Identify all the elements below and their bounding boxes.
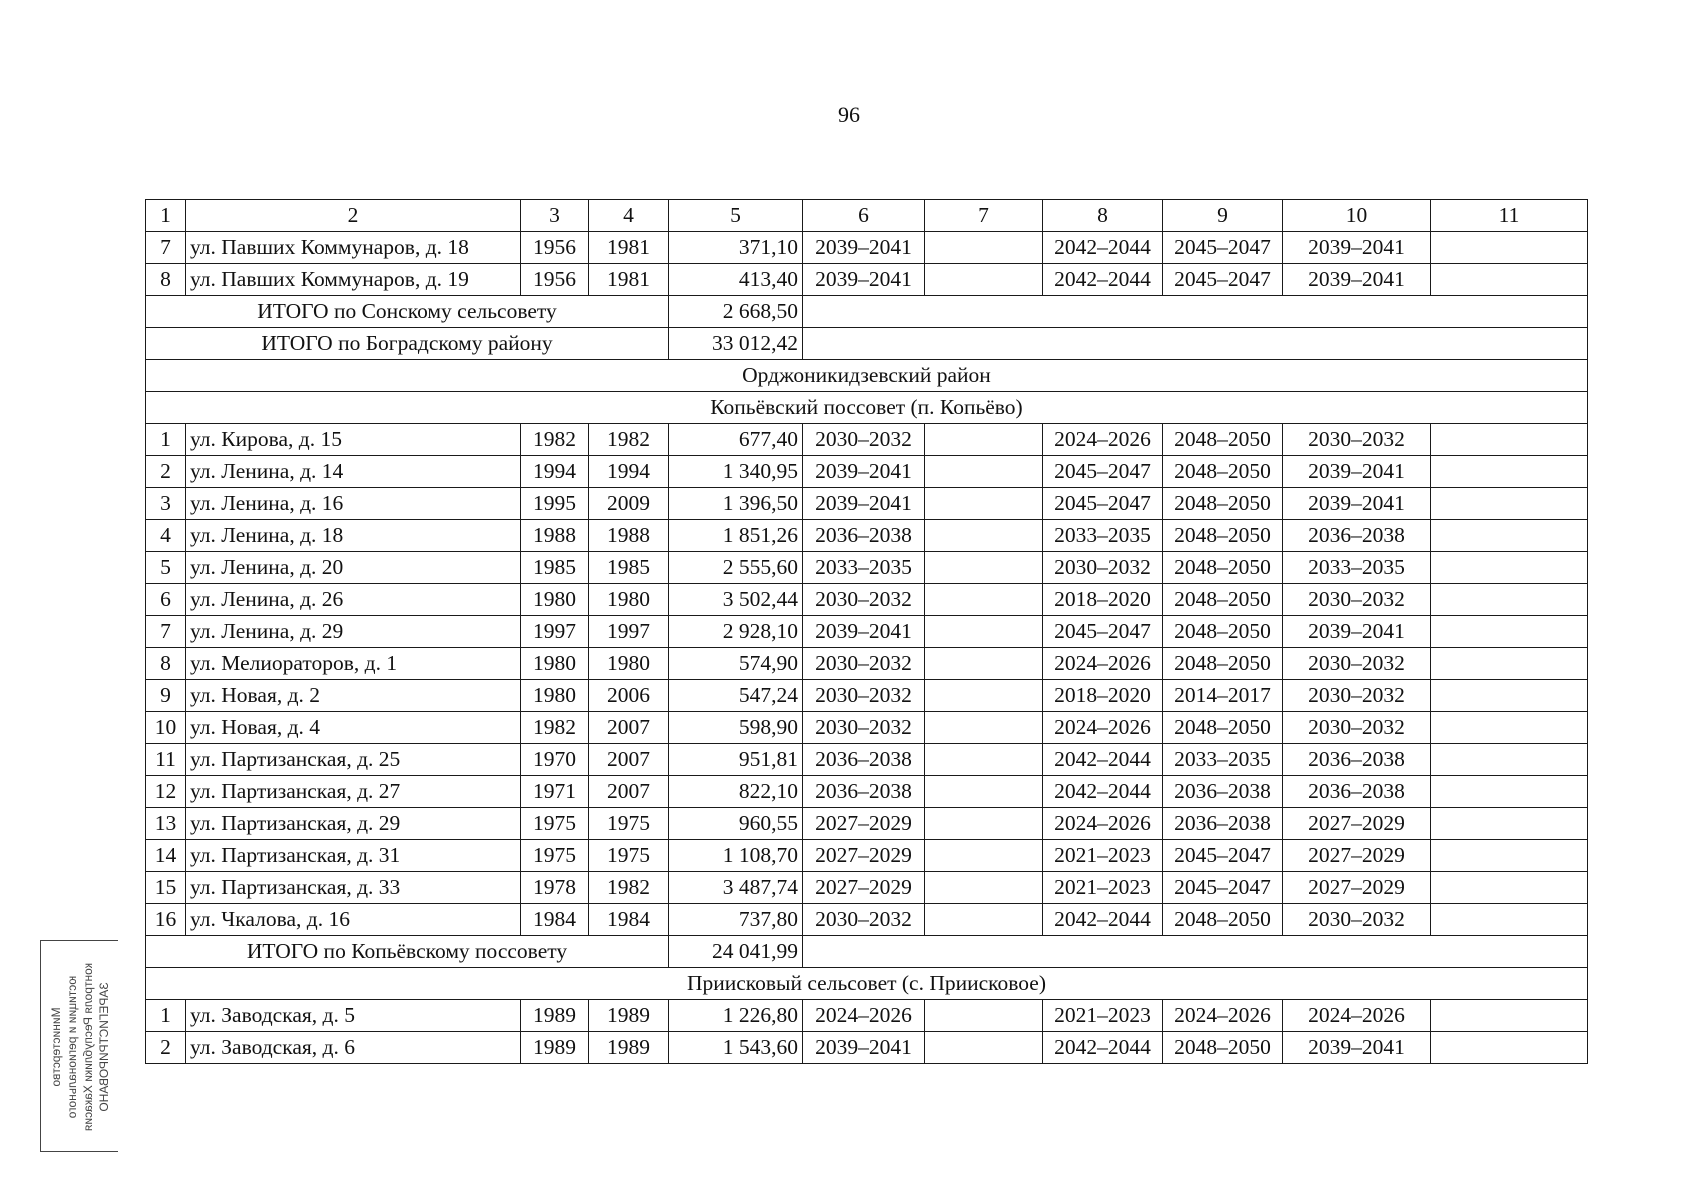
address-cell: ул. Павших Коммунаров, д. 19 — [186, 264, 521, 296]
col10-cell: 2039–2041 — [1283, 456, 1431, 488]
col9-cell: 2024–2026 — [1163, 1000, 1283, 1032]
year-commissioned-cell: 1997 — [589, 616, 669, 648]
col7-cell — [925, 1032, 1043, 1064]
address-cell: ул. Заводская, д. 6 — [186, 1032, 521, 1064]
row-number: 7 — [146, 232, 186, 264]
registration-stamp — [40, 940, 118, 1152]
total-row-sonsky — [146, 296, 1588, 328]
col7-cell — [925, 232, 1043, 264]
row-number: 2 — [146, 456, 186, 488]
col7-cell — [925, 584, 1043, 616]
year-commissioned-cell: 1988 — [589, 520, 669, 552]
area-cell: 960,55 — [669, 808, 803, 840]
section-title-cell: Приисковый сельсовет (с. Приисковое) — [146, 968, 1588, 1000]
column-number-cell: 7 — [925, 200, 1043, 232]
table-row — [146, 456, 1588, 488]
year-built-cell: 1982 — [521, 712, 589, 744]
col9-cell: 2048–2050 — [1163, 520, 1283, 552]
year-commissioned-cell: 1985 — [589, 552, 669, 584]
row-number: 5 — [146, 552, 186, 584]
row-number: 4 — [146, 520, 186, 552]
total-label: ИТОГО по Сонскому сельсовету — [146, 296, 669, 328]
col10-cell: 2030–2032 — [1283, 648, 1431, 680]
col8-cell: 2042–2044 — [1043, 776, 1163, 808]
table-row — [146, 616, 1588, 648]
col7-cell — [925, 904, 1043, 936]
col11-cell — [1431, 456, 1588, 488]
year-built-cell: 1980 — [521, 584, 589, 616]
area-cell: 1 396,50 — [669, 488, 803, 520]
col11-cell — [1431, 872, 1588, 904]
year-built-cell: 1975 — [521, 840, 589, 872]
col10-cell: 2027–2029 — [1283, 872, 1431, 904]
col7-cell — [925, 552, 1043, 584]
col7-cell — [925, 712, 1043, 744]
settlement-title-row — [146, 392, 1588, 424]
col8-cell: 2024–2026 — [1043, 808, 1163, 840]
area-cell: 2 555,60 — [669, 552, 803, 584]
year-commissioned-cell: 2009 — [589, 488, 669, 520]
col6-cell: 2039–2041 — [803, 488, 925, 520]
address-cell: ул. Ленина, д. 14 — [186, 456, 521, 488]
table-row — [146, 552, 1588, 584]
area-cell: 677,40 — [669, 424, 803, 456]
year-built-cell: 1988 — [521, 520, 589, 552]
column-number-cell: 9 — [1163, 200, 1283, 232]
row-number: 16 — [146, 904, 186, 936]
col8-cell: 2045–2047 — [1043, 616, 1163, 648]
area-cell: 574,90 — [669, 648, 803, 680]
row-number: 8 — [146, 264, 186, 296]
year-built-cell: 1980 — [521, 680, 589, 712]
total-empty — [803, 328, 1588, 360]
row-number: 3 — [146, 488, 186, 520]
col9-cell: 2045–2047 — [1163, 232, 1283, 264]
area-cell: 3 502,44 — [669, 584, 803, 616]
col10-cell: 2036–2038 — [1283, 776, 1431, 808]
address-cell: ул. Новая, д. 2 — [186, 680, 521, 712]
table-row — [146, 744, 1588, 776]
col11-cell — [1431, 808, 1588, 840]
table-row — [146, 840, 1588, 872]
col8-cell: 2045–2047 — [1043, 456, 1163, 488]
col11-cell — [1431, 616, 1588, 648]
col8-cell: 2018–2020 — [1043, 680, 1163, 712]
row-number: 2 — [146, 1032, 186, 1064]
table-row — [146, 904, 1588, 936]
address-cell: ул. Ленина, д. 18 — [186, 520, 521, 552]
col9-cell: 2045–2047 — [1163, 840, 1283, 872]
col8-cell: 2021–2023 — [1043, 1000, 1163, 1032]
col10-cell: 2039–2041 — [1283, 1032, 1431, 1064]
table-row — [146, 232, 1588, 264]
section-title-cell: Копьёвский поссовет (п. Копьёво) — [146, 392, 1588, 424]
col11-cell — [1431, 552, 1588, 584]
address-cell: ул. Мелиораторов, д. 1 — [186, 648, 521, 680]
col9-cell: 2048–2050 — [1163, 616, 1283, 648]
column-number-cell: 6 — [803, 200, 925, 232]
column-number-row — [146, 200, 1588, 232]
column-number-cell: 3 — [521, 200, 589, 232]
column-number-cell: 4 — [589, 200, 669, 232]
col7-cell — [925, 1000, 1043, 1032]
year-built-cell: 1978 — [521, 872, 589, 904]
stamp-line: юстиции и регионального — [65, 975, 79, 1119]
col10-cell: 2030–2032 — [1283, 712, 1431, 744]
col8-cell: 2021–2023 — [1043, 872, 1163, 904]
col6-cell: 2027–2029 — [803, 872, 925, 904]
stamp-line: контроля Республики Хакасия — [81, 962, 95, 1132]
col10-cell: 2024–2026 — [1283, 1000, 1431, 1032]
year-built-cell: 1984 — [521, 904, 589, 936]
col7-cell — [925, 616, 1043, 648]
col7-cell — [925, 488, 1043, 520]
column-number-cell: 11 — [1431, 200, 1588, 232]
col10-cell: 2036–2038 — [1283, 744, 1431, 776]
col6-cell: 2036–2038 — [803, 776, 925, 808]
table-row — [146, 808, 1588, 840]
address-cell: ул. Кирова, д. 15 — [186, 424, 521, 456]
year-commissioned-cell: 1980 — [589, 648, 669, 680]
col10-cell: 2027–2029 — [1283, 840, 1431, 872]
year-built-cell: 1971 — [521, 776, 589, 808]
col10-cell: 2039–2041 — [1283, 264, 1431, 296]
year-commissioned-cell: 1984 — [589, 904, 669, 936]
col6-cell: 2027–2029 — [803, 840, 925, 872]
table-row — [146, 712, 1588, 744]
table-row — [146, 776, 1588, 808]
row-number: 10 — [146, 712, 186, 744]
address-cell: ул. Ленина, д. 29 — [186, 616, 521, 648]
table-row — [146, 424, 1588, 456]
col9-cell: 2048–2050 — [1163, 584, 1283, 616]
col8-cell: 2018–2020 — [1043, 584, 1163, 616]
area-cell: 598,90 — [669, 712, 803, 744]
address-cell: ул. Партизанская, д. 29 — [186, 808, 521, 840]
col11-cell — [1431, 840, 1588, 872]
area-cell: 1 543,60 — [669, 1032, 803, 1064]
year-built-cell: 1956 — [521, 264, 589, 296]
address-cell: ул. Новая, д. 4 — [186, 712, 521, 744]
col6-cell: 2024–2026 — [803, 1000, 925, 1032]
col8-cell: 2042–2044 — [1043, 1032, 1163, 1064]
col9-cell: 2048–2050 — [1163, 712, 1283, 744]
table-row — [146, 584, 1588, 616]
row-number: 9 — [146, 680, 186, 712]
total-label: ИТОГО по Копьёвскому поссовету — [146, 936, 669, 968]
col7-cell — [925, 680, 1043, 712]
area-cell: 1 851,26 — [669, 520, 803, 552]
address-cell: ул. Ленина, д. 16 — [186, 488, 521, 520]
table-row — [146, 1032, 1588, 1064]
col6-cell: 2033–2035 — [803, 552, 925, 584]
col9-cell: 2048–2050 — [1163, 552, 1283, 584]
address-cell: ул. Заводская, д. 5 — [186, 1000, 521, 1032]
total-row-bogradsky — [146, 328, 1588, 360]
housing-registry-table — [145, 199, 1588, 1064]
col7-cell — [925, 648, 1043, 680]
year-built-cell: 1975 — [521, 808, 589, 840]
col6-cell: 2039–2041 — [803, 456, 925, 488]
area-cell: 3 487,74 — [669, 872, 803, 904]
area-cell: 951,81 — [669, 744, 803, 776]
col9-cell: 2048–2050 — [1163, 424, 1283, 456]
col9-cell: 2048–2050 — [1163, 648, 1283, 680]
total-row-kopyovo — [146, 936, 1588, 968]
year-built-cell: 1997 — [521, 616, 589, 648]
col11-cell — [1431, 680, 1588, 712]
area-cell: 737,80 — [669, 904, 803, 936]
col11-cell — [1431, 424, 1588, 456]
col6-cell: 2030–2032 — [803, 584, 925, 616]
row-number: 15 — [146, 872, 186, 904]
area-cell: 413,40 — [669, 264, 803, 296]
col7-cell — [925, 776, 1043, 808]
col10-cell: 2030–2032 — [1283, 424, 1431, 456]
col6-cell: 2030–2032 — [803, 904, 925, 936]
settlement-title-row — [146, 968, 1588, 1000]
row-number: 12 — [146, 776, 186, 808]
col11-cell — [1431, 1032, 1588, 1064]
col11-cell — [1431, 648, 1588, 680]
table-row — [146, 520, 1588, 552]
year-commissioned-cell: 1981 — [589, 232, 669, 264]
col10-cell: 2030–2032 — [1283, 680, 1431, 712]
area-cell: 1 108,70 — [669, 840, 803, 872]
col8-cell: 2021–2023 — [1043, 840, 1163, 872]
row-number: 14 — [146, 840, 186, 872]
year-commissioned-cell: 1975 — [589, 808, 669, 840]
address-cell: ул. Ленина, д. 20 — [186, 552, 521, 584]
col9-cell: 2048–2050 — [1163, 1032, 1283, 1064]
row-number: 7 — [146, 616, 186, 648]
year-commissioned-cell: 1975 — [589, 840, 669, 872]
col11-cell — [1431, 776, 1588, 808]
stamp-text — [48, 941, 112, 1152]
year-commissioned-cell: 1989 — [589, 1000, 669, 1032]
row-number: 11 — [146, 744, 186, 776]
row-number: 6 — [146, 584, 186, 616]
table-body — [146, 200, 1588, 1064]
col11-cell — [1431, 904, 1588, 936]
total-label: ИТОГО по Боградскому району — [146, 328, 669, 360]
col6-cell: 2030–2032 — [803, 648, 925, 680]
address-cell: ул. Партизанская, д. 31 — [186, 840, 521, 872]
address-cell: ул. Павших Коммунаров, д. 18 — [186, 232, 521, 264]
column-number-cell: 2 — [186, 200, 521, 232]
year-commissioned-cell: 2007 — [589, 712, 669, 744]
year-commissioned-cell: 2006 — [589, 680, 669, 712]
year-built-cell: 1956 — [521, 232, 589, 264]
col7-cell — [925, 808, 1043, 840]
col10-cell: 2039–2041 — [1283, 232, 1431, 264]
col8-cell: 2042–2044 — [1043, 232, 1163, 264]
col7-cell — [925, 456, 1043, 488]
col11-cell — [1431, 1000, 1588, 1032]
col8-cell: 2033–2035 — [1043, 520, 1163, 552]
year-built-cell: 1985 — [521, 552, 589, 584]
col11-cell — [1431, 584, 1588, 616]
col6-cell: 2036–2038 — [803, 520, 925, 552]
col8-cell: 2024–2026 — [1043, 424, 1163, 456]
col9-cell: 2036–2038 — [1163, 776, 1283, 808]
area-cell: 1 340,95 — [669, 456, 803, 488]
col6-cell: 2030–2032 — [803, 712, 925, 744]
stamp-line: ЗАРЕГИСТРИРОВАНО — [97, 982, 111, 1112]
col9-cell: 2048–2050 — [1163, 456, 1283, 488]
total-value: 2 668,50 — [669, 296, 803, 328]
column-number-cell: 8 — [1043, 200, 1163, 232]
col7-cell — [925, 872, 1043, 904]
col9-cell: 2036–2038 — [1163, 808, 1283, 840]
col7-cell — [925, 520, 1043, 552]
year-commissioned-cell: 1982 — [589, 872, 669, 904]
district-title-row — [146, 360, 1588, 392]
table-row — [146, 1000, 1588, 1032]
col8-cell: 2042–2044 — [1043, 904, 1163, 936]
col6-cell: 2039–2041 — [803, 232, 925, 264]
col6-cell: 2036–2038 — [803, 744, 925, 776]
col8-cell: 2042–2044 — [1043, 264, 1163, 296]
area-cell: 2 928,10 — [669, 616, 803, 648]
year-built-cell: 1970 — [521, 744, 589, 776]
section-title-cell: Орджоникидзевский район — [146, 360, 1588, 392]
col11-cell — [1431, 488, 1588, 520]
col10-cell: 2027–2029 — [1283, 808, 1431, 840]
stamp-line: Министерство — [49, 1007, 63, 1087]
table-row — [146, 872, 1588, 904]
col11-cell — [1431, 520, 1588, 552]
year-commissioned-cell: 1980 — [589, 584, 669, 616]
page-number: 96 — [838, 102, 860, 127]
col9-cell: 2048–2050 — [1163, 488, 1283, 520]
col6-cell: 2039–2041 — [803, 264, 925, 296]
year-commissioned-cell: 2007 — [589, 744, 669, 776]
year-commissioned-cell: 2007 — [589, 776, 669, 808]
col8-cell: 2024–2026 — [1043, 712, 1163, 744]
col6-cell: 2039–2041 — [803, 1032, 925, 1064]
year-commissioned-cell: 1989 — [589, 1032, 669, 1064]
year-built-cell: 1980 — [521, 648, 589, 680]
col8-cell: 2045–2047 — [1043, 488, 1163, 520]
col9-cell: 2014–2017 — [1163, 680, 1283, 712]
address-cell: ул. Чкалова, д. 16 — [186, 904, 521, 936]
address-cell: ул. Ленина, д. 26 — [186, 584, 521, 616]
col11-cell — [1431, 232, 1588, 264]
year-built-cell: 1989 — [521, 1032, 589, 1064]
col10-cell: 2036–2038 — [1283, 520, 1431, 552]
row-number: 1 — [146, 1000, 186, 1032]
total-empty — [803, 936, 1588, 968]
col7-cell — [925, 840, 1043, 872]
table-row — [146, 488, 1588, 520]
col10-cell: 2030–2032 — [1283, 584, 1431, 616]
col11-cell — [1431, 712, 1588, 744]
col6-cell: 2039–2041 — [803, 616, 925, 648]
area-cell: 371,10 — [669, 232, 803, 264]
col6-cell: 2027–2029 — [803, 808, 925, 840]
year-built-cell: 1982 — [521, 424, 589, 456]
col9-cell: 2045–2047 — [1163, 264, 1283, 296]
col6-cell: 2030–2032 — [803, 680, 925, 712]
col7-cell — [925, 744, 1043, 776]
col11-cell — [1431, 744, 1588, 776]
year-commissioned-cell: 1982 — [589, 424, 669, 456]
col7-cell — [925, 424, 1043, 456]
col7-cell — [925, 264, 1043, 296]
year-built-cell: 1995 — [521, 488, 589, 520]
year-built-cell: 1994 — [521, 456, 589, 488]
area-cell: 822,10 — [669, 776, 803, 808]
year-commissioned-cell: 1994 — [589, 456, 669, 488]
col10-cell: 2039–2041 — [1283, 616, 1431, 648]
col10-cell: 2039–2041 — [1283, 488, 1431, 520]
address-cell: ул. Партизанская, д. 27 — [186, 776, 521, 808]
area-cell: 547,24 — [669, 680, 803, 712]
year-commissioned-cell: 1981 — [589, 264, 669, 296]
column-number-cell: 1 — [146, 200, 186, 232]
total-empty — [803, 296, 1588, 328]
column-number-cell: 10 — [1283, 200, 1431, 232]
col11-cell — [1431, 264, 1588, 296]
column-number-cell: 5 — [669, 200, 803, 232]
table-row — [146, 680, 1588, 712]
total-value: 24 041,99 — [669, 936, 803, 968]
col6-cell: 2030–2032 — [803, 424, 925, 456]
table-row — [146, 648, 1588, 680]
row-number: 8 — [146, 648, 186, 680]
table-row — [146, 264, 1588, 296]
col8-cell: 2024–2026 — [1043, 648, 1163, 680]
col8-cell: 2042–2044 — [1043, 744, 1163, 776]
col9-cell: 2045–2047 — [1163, 872, 1283, 904]
total-value: 33 012,42 — [669, 328, 803, 360]
col10-cell: 2033–2035 — [1283, 552, 1431, 584]
row-number: 1 — [146, 424, 186, 456]
col9-cell: 2048–2050 — [1163, 904, 1283, 936]
year-built-cell: 1989 — [521, 1000, 589, 1032]
address-cell: ул. Партизанская, д. 25 — [186, 744, 521, 776]
row-number: 13 — [146, 808, 186, 840]
area-cell: 1 226,80 — [669, 1000, 803, 1032]
col8-cell: 2030–2032 — [1043, 552, 1163, 584]
col9-cell: 2033–2035 — [1163, 744, 1283, 776]
address-cell: ул. Партизанская, д. 33 — [186, 872, 521, 904]
col10-cell: 2030–2032 — [1283, 904, 1431, 936]
